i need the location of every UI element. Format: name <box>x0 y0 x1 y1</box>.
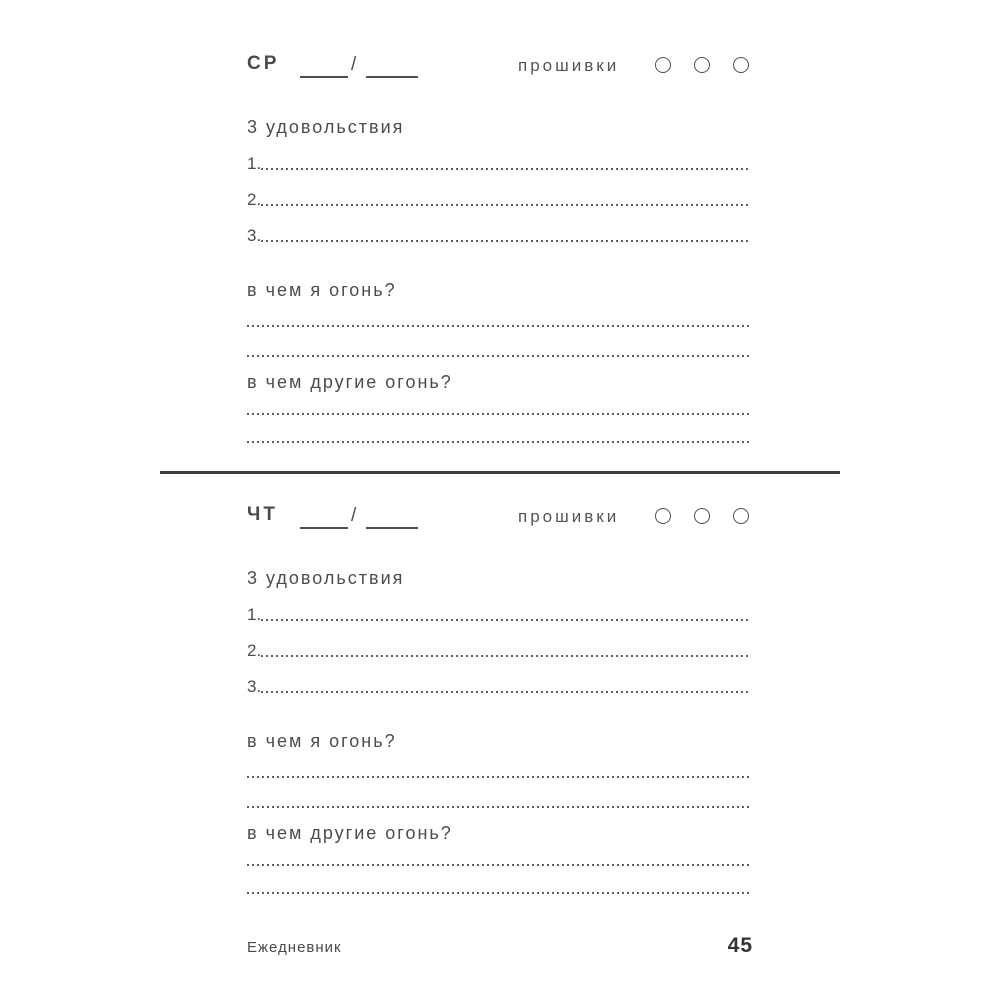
fill-in-dotted-line <box>247 413 750 415</box>
tracker-circle-icon <box>655 57 671 73</box>
habit-tracker-label: прошивки <box>518 56 620 75</box>
tracker-circle-icon <box>694 508 710 524</box>
line-number: 2. <box>247 190 262 209</box>
tracker-circle-icon <box>733 57 749 73</box>
habit-tracker-circles <box>655 57 749 73</box>
question-self-fire: в чем я огонь? <box>247 731 397 751</box>
line-number: 3. <box>247 677 262 696</box>
habit-tracker-circles <box>655 508 749 524</box>
fill-in-dotted-line <box>261 655 750 657</box>
pleasures-heading: 3 удовольствия <box>247 117 405 137</box>
fill-in-dotted-line <box>261 204 750 206</box>
page-number: 45 <box>727 934 753 957</box>
date-month-blank <box>366 527 418 529</box>
fill-in-dotted-line <box>261 619 750 621</box>
day-section-thursday <box>0 504 1000 904</box>
tracker-circle-icon <box>655 508 671 524</box>
line-number: 1. <box>247 154 262 173</box>
tracker-circle-icon <box>694 57 710 73</box>
fill-in-dotted-line <box>247 355 750 357</box>
fill-in-dotted-line <box>261 691 750 693</box>
pleasure-line-3 <box>247 674 750 696</box>
fill-in-dotted-line <box>247 441 750 443</box>
fill-in-dotted-line <box>247 892 750 894</box>
fill-in-dotted-line <box>247 864 750 866</box>
pleasure-line-3 <box>247 223 750 245</box>
line-number: 1. <box>247 605 262 624</box>
line-number: 2. <box>247 641 262 660</box>
pleasure-line-2 <box>247 187 750 209</box>
question-others-fire: в чем другие огонь? <box>247 823 453 843</box>
question-others-fire: в чем другие огонь? <box>247 372 453 392</box>
pleasure-line-1 <box>247 151 750 173</box>
date-month-blank <box>366 76 418 78</box>
date-day-blank <box>300 76 348 78</box>
fill-in-dotted-line <box>247 325 750 327</box>
tracker-circle-icon <box>733 508 749 524</box>
fill-in-dotted-line <box>261 240 750 242</box>
pleasures-heading: 3 удовольствия <box>247 568 405 588</box>
line-number: 3. <box>247 226 262 245</box>
date-separator: / <box>351 505 357 526</box>
section-divider <box>160 471 840 474</box>
day-section-wednesday <box>0 53 1000 453</box>
fill-in-dotted-line <box>261 168 750 170</box>
question-self-fire: в чем я огонь? <box>247 280 397 300</box>
fill-in-dotted-line <box>247 776 750 778</box>
habit-tracker-label: прошивки <box>518 507 620 526</box>
book-title: Ежедневник <box>247 939 342 956</box>
pleasure-line-1 <box>247 602 750 624</box>
day-abbreviation: СР <box>247 53 280 74</box>
fill-in-dotted-line <box>247 806 750 808</box>
day-abbreviation: ЧТ <box>247 504 278 525</box>
pleasure-line-2 <box>247 638 750 660</box>
date-day-blank <box>300 527 348 529</box>
date-separator: / <box>351 54 357 75</box>
